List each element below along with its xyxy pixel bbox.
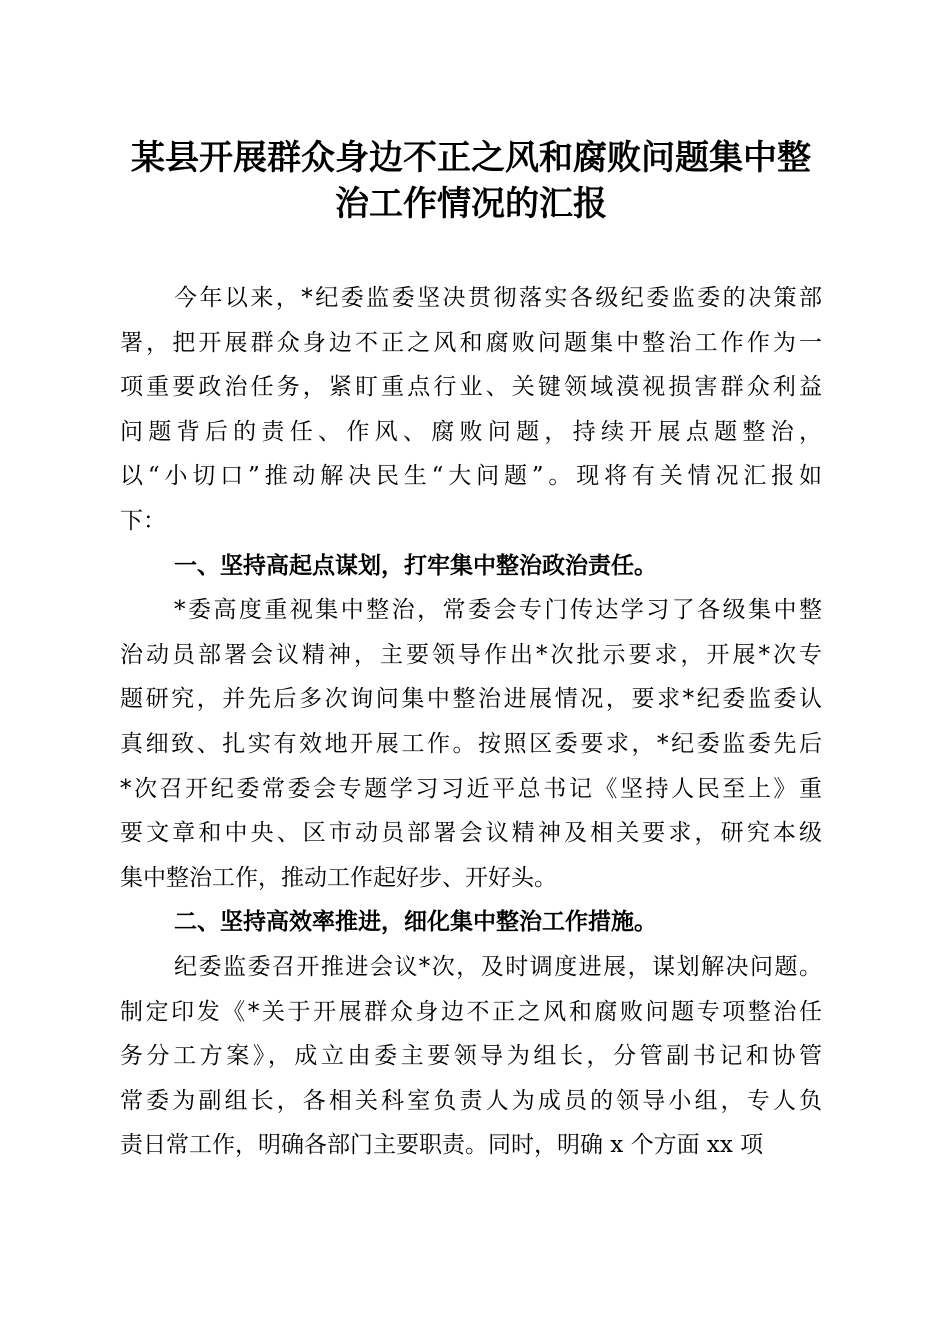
paragraph: [120, 588, 822, 900]
text-line: 二、坚持高效率推进，细化集中整治工作措施。: [174, 909, 657, 936]
text-line: *委高度重视集中整治，常委会专门传达学习了各级集中整: [174, 597, 822, 624]
text-line: 以“小切口”推动解决民生“大问题”。现将有关情况汇报如: [120, 463, 822, 490]
document-title: [110, 135, 832, 227]
text-line: 一、坚持高起点谋划，打牢集中整治政治责任。: [174, 552, 657, 579]
paragraph: [120, 276, 822, 544]
title-line: 治工作情况的汇报: [335, 184, 607, 224]
document-body: [120, 276, 822, 1168]
text-line: 要文章和中央、区市动员部署会议精神及相关要求，研究本级: [120, 820, 822, 847]
text-line: *次召开纪委常委会专题学习习近平总书记《坚持人民至上》重: [120, 775, 822, 802]
text-line: 署，把开展群众身边不正之风和腐败问题集中整治工作作为一: [120, 329, 822, 356]
text-line: 项重要政治任务，紧盯重点行业、关键领域漠视损害群众利益: [120, 374, 822, 401]
text-line: 今年以来，*纪委监委坚决贯彻落实各级纪委监委的决策部: [174, 285, 822, 311]
text-line: 治动员部署会议精神，主要领导作出*次批示要求，开展*次专: [120, 641, 822, 668]
text-line: 题研究，并先后多次询问集中整治进展情况，要求*纪委监委认: [120, 686, 822, 713]
text-line: 务分工方案》，成立由委主要领导为组长，分管副书记和协管: [120, 1043, 822, 1070]
text-line: 纪委监委召开推进会议*次，及时调度进展，谋划解决问题。: [174, 953, 822, 980]
text-line: 常委为副组长，各相关科室负责人为成员的领导小组，专人负: [120, 1087, 822, 1114]
text-line: 真细致、扎实有效地开展工作。按照区委要求，*纪委监委先后: [120, 730, 822, 757]
text-line: 问题背后的责任、作风、腐败问题，持续开展点题整治，: [120, 418, 822, 445]
text-line: 责日常工作，明确各部门主要职责。同时，明确 x 个方面 xx 项: [120, 1132, 764, 1159]
paragraph: [120, 945, 822, 1168]
title-line: 某县开展群众身边不正之风和腐败问题集中整: [131, 138, 811, 178]
section-heading: [120, 900, 822, 945]
section-heading: [120, 544, 822, 589]
text-line: 制定印发《*关于开展群众身边不正之风和腐败问题专项整治任: [120, 998, 822, 1025]
text-line: 下：: [120, 507, 166, 534]
text-line: 集中整治工作，推动工作起好步、开好头。: [120, 864, 557, 891]
